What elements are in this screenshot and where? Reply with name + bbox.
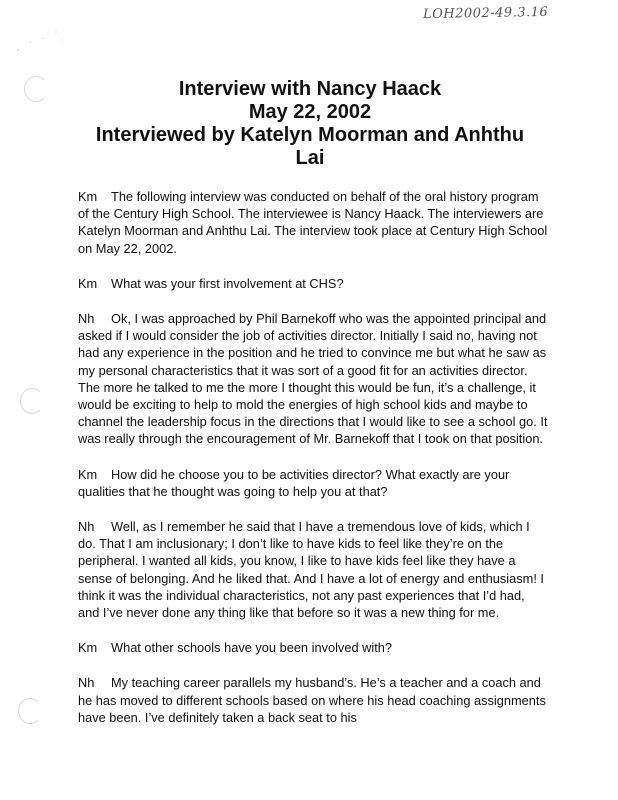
title-line: Lai <box>295 147 325 169</box>
paragraph-text: The following interview was conducted on behalf of the oral history program of the Century High School. The interviewee is Nancy Haack. The interviewers are Katelyn Moorman and Anhthu Lai. The interview took place at Century High School on May 22, 2002. <box>78 189 548 256</box>
title-line: May 22, 2002 <box>248 101 372 123</box>
paragraph-text: My teaching career parallels my husband’s. He’s a teacher and a coach and he has moved to different schools based on where his head coaching assignments have been. I’ve definitely taken a back seat to his <box>78 675 546 725</box>
punch-hole-mark <box>20 388 44 414</box>
transcript-paragraph <box>78 310 548 448</box>
transcript-paragraph <box>78 188 548 257</box>
title-line: Interview with Nancy Haack <box>178 78 442 100</box>
speaker-label: Km <box>78 275 98 291</box>
paragraph-text: Well, as I remember he said that I have a tremendous love of kids, which I do. That I am inclusionary; I don’t like to have kids to feel like they’re on the peripheral. I wanted all kids, you know, I like to have kids feel like they have a sense of belonging. And he liked that. And I have a lot of energy and enthusiasm! I think it was the individual characteristics, not any past experiences that I’d had, and I’ve never done any thing like that before so it was a new thing for me. <box>78 519 544 621</box>
speaker-label: Nh <box>78 675 95 691</box>
scan-specks <box>10 20 80 70</box>
speaker-label: Km <box>78 466 98 482</box>
punch-hole-mark <box>24 76 48 102</box>
transcript-paragraph <box>78 518 548 621</box>
document-title <box>60 78 560 170</box>
paragraph-text: Ok, I was approached by Phil Barnekoff who was the appointed principal and asked if I would consider the job of activities director. Initially I said no, having not had any experience in the position and he tried to convince me but what he saw as my personal characteristics that it was sort of a good fit for an activities director. The more he talked to me the more I thought this would be fun, it’s a challenge, it would be exciting to help to mold the energies of high school kids and maybe to channel the leadership focus in the directions that I would like to see a school go. It was really through the encouragement of Mr. Barnekoff that I took on that position. <box>78 311 548 447</box>
speaker-label: Km <box>78 189 98 204</box>
speaker-label: Nh <box>78 311 95 327</box>
transcript-paragraph <box>78 466 548 500</box>
transcript-paragraph <box>78 639 548 656</box>
speaker-label: Nh <box>78 519 95 535</box>
paragraph-text: How did he choose you to be activities director? What exactly are your qualities that he thought was going to help you at that? <box>78 466 510 499</box>
punch-hole-mark <box>18 698 42 724</box>
paragraph-text: What was your first involvement at CHS? <box>111 275 344 291</box>
accession-number: LOH2002-49.3.16 <box>422 4 549 23</box>
interview-transcript <box>78 188 548 744</box>
speaker-label: Km <box>78 640 98 656</box>
paragraph-text: What other schools have you been involved with? <box>111 640 392 656</box>
transcript-paragraph <box>78 275 548 292</box>
transcript-paragraph <box>78 674 548 726</box>
title-line: Interviewed by Katelyn Moorman and Anhthu <box>95 124 525 146</box>
